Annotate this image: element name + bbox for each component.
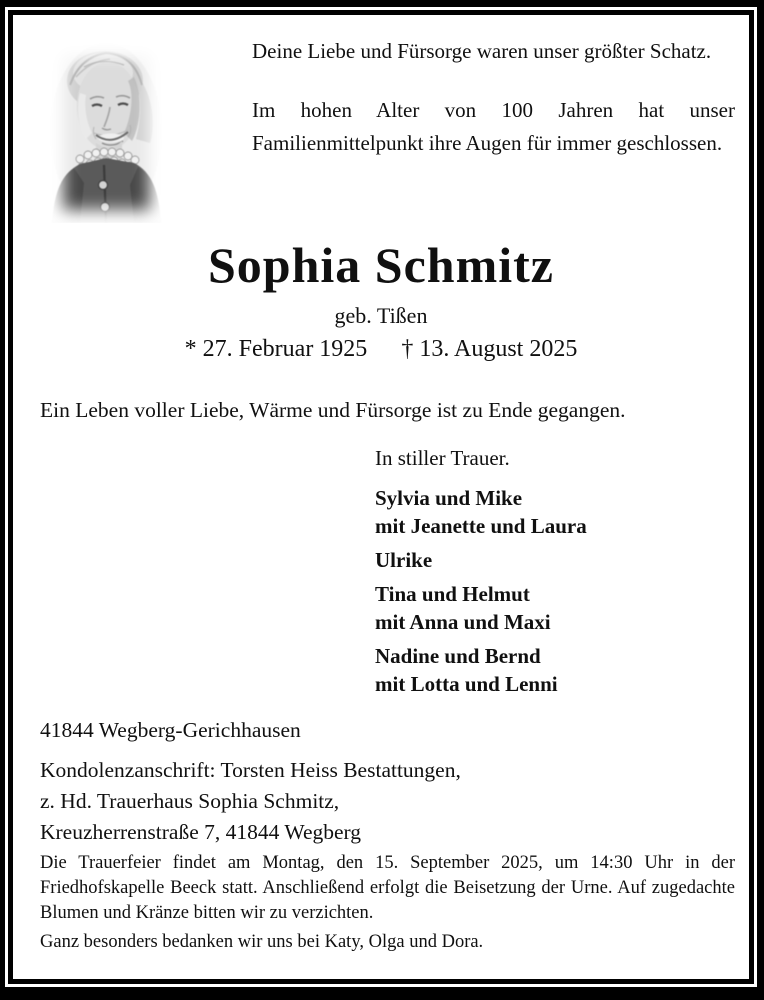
location-line: 41844 Wegberg-Gerichhausen bbox=[40, 718, 301, 742]
page-inner-frame bbox=[8, 10, 754, 984]
mourner-line: Ulrike bbox=[375, 548, 433, 572]
intro-paragraph: Im hohen Alter von 100 Jahren hat unser Familienmittelpunkt ihre Augen für immer geschlossen. bbox=[252, 98, 735, 155]
birth-date: * 27. Februar 1925 bbox=[184, 336, 368, 362]
thanks-line: Ganz besonders bedanken wir uns bei Katy, Olga und Dora. bbox=[40, 932, 484, 952]
obituary-content bbox=[13, 15, 749, 979]
intro-quote: Deine Liebe und Fürsorge waren unser größter Schatz. bbox=[252, 39, 712, 63]
mourner-line: mit Anna und Maxi bbox=[375, 610, 551, 634]
death-date: † 13. August 2025 bbox=[401, 336, 578, 362]
deceased-name: Sophia Schmitz bbox=[207, 237, 554, 293]
mourner-line: Tina und Helmut bbox=[375, 582, 530, 606]
mourner-line: Nadine und Bernd bbox=[375, 644, 541, 668]
condolence-line: Kreuzherrenstraße 7, 41844 Wegberg bbox=[40, 820, 362, 844]
portrait-photo-graphic bbox=[50, 43, 163, 223]
condolence-line: z. Hd. Trauerhaus Sophia Schmitz, bbox=[40, 789, 340, 813]
life-sentence: Ein Leben voller Liebe, Wärme und Fürsorge ist zu Ende gegangen. bbox=[40, 398, 626, 422]
birth-name: geb. Tißen bbox=[334, 303, 428, 328]
service-info: Die Trauerfeier findet am Montag, den 15. September 2025, um 14:30 Uhr in der Friedhofskapelle Beeck statt. Anschließend erfolgt die Beisetzung der Urne. Auf zugedachte Blumen und Kränze bitten wir zu verzichten. bbox=[40, 853, 735, 923]
mourner-line: mit Lotta und Lenni bbox=[375, 672, 558, 696]
condolence-line: Kondolenzanschrift: Torsten Heiss Bestattungen, bbox=[40, 758, 461, 782]
mourner-group bbox=[375, 484, 587, 540]
mourner-group bbox=[375, 546, 587, 574]
mourners-list bbox=[375, 484, 587, 704]
portrait-photo bbox=[50, 43, 163, 223]
intro-block bbox=[252, 35, 735, 160]
mourner-line: Sylvia und Mike bbox=[375, 486, 523, 510]
mourner-group bbox=[375, 642, 587, 698]
life-dates bbox=[13, 336, 749, 363]
mourner-line: mit Jeanette und Laura bbox=[375, 514, 587, 538]
mourning-heading: In stiller Trauer. bbox=[375, 446, 510, 470]
mourner-group bbox=[375, 580, 587, 636]
condolence-address bbox=[40, 755, 461, 848]
